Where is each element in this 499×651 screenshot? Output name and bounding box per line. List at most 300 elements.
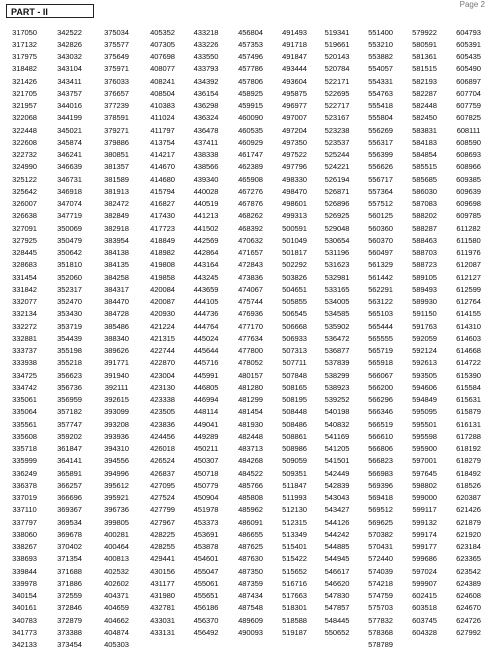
number-cell: 339844 <box>12 566 37 576</box>
number-cell: 453373 <box>193 517 219 527</box>
table-row <box>2 492 491 504</box>
number-cell: 524221 <box>324 162 350 172</box>
number-cell: 519341 <box>324 27 350 37</box>
number-cell: 508165 <box>282 382 307 392</box>
number-cell: 561442 <box>368 272 393 282</box>
number-cell: 419858 <box>150 272 175 282</box>
number-cell: 569512 <box>368 505 393 515</box>
number-cell: 427095 <box>150 480 175 490</box>
number-cell: 445024 <box>193 333 219 343</box>
number-cell: 526925 <box>324 211 350 221</box>
number-cell: 474067 <box>238 284 263 294</box>
number-cell: 445644 <box>193 346 219 356</box>
number-cell: 507848 <box>282 370 307 380</box>
number-cell: 356959 <box>57 395 82 405</box>
number-cell: 369367 <box>57 505 82 515</box>
number-cell: 566806 <box>368 444 393 454</box>
number-cell: 522171 <box>324 76 350 86</box>
number-cell: 574759 <box>368 591 393 601</box>
number-cell: 321426 <box>12 76 37 86</box>
number-cell: 618492 <box>456 468 481 478</box>
number-cell: 531623 <box>324 260 350 270</box>
number-cell: 612764 <box>456 297 481 307</box>
number-cell: 423505 <box>150 407 175 417</box>
number-cell: 382849 <box>104 211 129 221</box>
number-cell: 481930 <box>238 419 263 429</box>
number-cell: 589493 <box>412 284 437 294</box>
number-cell: 574218 <box>368 578 393 588</box>
number-cell: 518301 <box>282 603 307 613</box>
number-cell: 570431 <box>368 542 393 552</box>
table-row <box>2 136 491 148</box>
number-cell: 603518 <box>412 603 437 613</box>
number-cell: 553210 <box>368 39 393 49</box>
number-cell: 605435 <box>456 52 481 62</box>
number-cell: 332134 <box>12 309 37 319</box>
number-cell: 439340 <box>193 174 219 184</box>
number-cell: 352060 <box>57 272 82 282</box>
number-cell: 597645 <box>412 468 437 478</box>
number-cell: 446994 <box>193 395 219 405</box>
number-cell: 556717 <box>368 174 393 184</box>
table-row <box>2 443 491 455</box>
table-row <box>2 283 491 295</box>
number-cell: 607759 <box>456 101 481 111</box>
number-cell: 512130 <box>282 505 307 515</box>
table-row <box>2 369 491 381</box>
table-row <box>2 124 491 136</box>
number-cell: 394310 <box>104 444 129 454</box>
table-row <box>2 357 491 369</box>
number-cell: 392111 <box>104 382 129 392</box>
number-cell: 468392 <box>238 223 263 233</box>
number-cell: 605490 <box>456 64 481 74</box>
number-cell: 599686 <box>412 554 437 564</box>
number-cell: 351810 <box>57 260 82 270</box>
number-cell: 434392 <box>193 76 219 86</box>
part-label: PART - II <box>6 4 94 18</box>
number-cell: 346639 <box>57 162 82 172</box>
number-cell: 588723 <box>412 260 437 270</box>
number-cell: 365891 <box>57 468 82 478</box>
number-cell: 595095 <box>412 407 437 417</box>
number-cell: 589930 <box>412 297 437 307</box>
number-cell: 621879 <box>456 517 481 527</box>
number-cell: 428255 <box>150 542 175 552</box>
number-cell: 346241 <box>57 150 82 160</box>
number-cell: 609639 <box>456 186 481 196</box>
number-cell: 394996 <box>104 468 129 478</box>
number-cell: 355218 <box>57 358 82 368</box>
number-cell: 353430 <box>57 309 82 319</box>
number-cell: 624726 <box>456 615 481 625</box>
number-cell: 519187 <box>282 627 307 637</box>
number-cell: 593505 <box>412 370 437 380</box>
number-cell: 609785 <box>456 211 481 221</box>
number-cell: 324990 <box>12 162 37 172</box>
number-cell: 423130 <box>150 382 175 392</box>
number-cell: 372559 <box>57 591 82 601</box>
number-cell: 333938 <box>12 358 37 368</box>
table-row <box>2 296 491 308</box>
number-cell: 352317 <box>57 284 82 294</box>
number-cell: 535902 <box>324 321 350 331</box>
number-cell: 470632 <box>238 235 263 245</box>
number-cell: 433131 <box>150 627 175 637</box>
number-cell: 445991 <box>193 370 219 380</box>
number-cell: 355198 <box>57 346 82 356</box>
number-cell: 332881 <box>12 333 37 343</box>
number-cell: 448114 <box>193 407 219 417</box>
number-cell: 614603 <box>456 333 481 343</box>
number-cell: 614155 <box>456 309 481 319</box>
number-cell: 481299 <box>238 395 263 405</box>
number-cell: 427967 <box>150 517 175 527</box>
table-row <box>2 614 491 626</box>
number-cell: 455061 <box>193 578 219 588</box>
number-cell: 508986 <box>282 444 307 454</box>
number-cell: 384317 <box>104 284 129 294</box>
number-cell: 384728 <box>104 309 129 319</box>
number-cell: 419808 <box>150 260 175 270</box>
number-cell: 491718 <box>282 39 307 49</box>
table-row <box>2 87 491 99</box>
number-cell: 499313 <box>282 211 307 221</box>
number-cell: 317132 <box>12 39 37 49</box>
number-cell: 443659 <box>193 284 219 294</box>
number-cell: 472843 <box>238 260 263 270</box>
table-row <box>2 639 491 651</box>
number-cell: 350642 <box>57 248 82 258</box>
number-table <box>2 26 491 651</box>
number-cell: 507711 <box>282 358 307 368</box>
number-cell: 481280 <box>238 382 263 392</box>
table-row <box>2 590 491 602</box>
number-cell: 566610 <box>368 431 393 441</box>
number-cell: 548445 <box>324 615 350 625</box>
number-cell <box>184 639 228 651</box>
number-cell: 422870 <box>150 358 175 368</box>
number-cell: 566346 <box>368 407 393 417</box>
number-cell: 437411 <box>193 137 219 147</box>
number-cell: 614310 <box>456 321 481 331</box>
number-cell: 578789 <box>368 640 393 650</box>
number-cell: 487548 <box>238 603 263 613</box>
number-cell: 508861 <box>282 431 307 441</box>
number-cell: 586030 <box>412 186 437 196</box>
number-cell: 337797 <box>12 517 37 527</box>
number-cell: 379886 <box>104 137 129 147</box>
number-cell: 381913 <box>104 186 129 196</box>
number-cell: 416827 <box>150 199 175 209</box>
number-cell: 585515 <box>412 162 437 172</box>
number-cell: 623184 <box>456 542 481 552</box>
number-cell: 334742 <box>12 382 37 392</box>
number-cell: 340783 <box>12 615 37 625</box>
number-cell: 325122 <box>12 174 37 184</box>
number-cell: 321705 <box>12 88 37 98</box>
number-cell: 428225 <box>150 529 175 539</box>
table-row <box>2 149 491 161</box>
number-cell: 540198 <box>324 407 350 417</box>
number-cell: 523537 <box>324 137 350 147</box>
number-cell: 426524 <box>150 456 175 466</box>
number-cell: 334725 <box>12 370 37 380</box>
number-cell: 544126 <box>324 517 350 527</box>
number-cell: 502292 <box>282 260 307 270</box>
number-cell: 337110 <box>12 505 37 515</box>
number-cell: 391771 <box>104 358 129 368</box>
number-cell: 583831 <box>412 125 437 135</box>
number-cell: 556317 <box>368 137 393 147</box>
number-cell: 388340 <box>104 333 129 343</box>
number-cell: 342826 <box>57 39 82 49</box>
number-cell: 449041 <box>193 419 219 429</box>
number-cell: 441502 <box>193 223 219 233</box>
number-cell: 621920 <box>456 529 481 539</box>
number-cell: 457496 <box>238 52 263 62</box>
table-row <box>2 602 491 614</box>
number-cell: 560125 <box>368 211 393 221</box>
number-cell: 538299 <box>324 370 350 380</box>
number-cell: 421315 <box>150 333 175 343</box>
number-cell: 353719 <box>57 321 82 331</box>
table-row <box>2 100 491 112</box>
number-cell: 350069 <box>57 223 82 233</box>
number-cell: 563122 <box>368 297 393 307</box>
number-cell: 606897 <box>456 76 481 86</box>
number-cell: 487434 <box>238 591 263 601</box>
number-cell: 460535 <box>238 125 263 135</box>
number-cell: 393099 <box>104 407 129 417</box>
number-cell: 497204 <box>282 125 307 135</box>
number-cell: 331454 <box>12 272 37 282</box>
number-cell: 337019 <box>12 493 37 503</box>
number-cell: 317050 <box>12 27 37 37</box>
number-cell: 611282 <box>456 223 481 233</box>
number-cell: 418982 <box>150 248 175 258</box>
number-cell: 498601 <box>282 199 307 209</box>
number-cell: 436324 <box>193 113 219 123</box>
number-cell: 371354 <box>57 554 82 564</box>
number-cell: 326638 <box>12 211 37 221</box>
number-cell: 611976 <box>456 248 481 258</box>
number-cell: 526194 <box>324 174 350 184</box>
number-cell: 599177 <box>412 542 437 552</box>
number-cell: 331842 <box>12 284 37 294</box>
number-cell: 623542 <box>456 566 481 576</box>
number-cell: 371688 <box>57 566 82 576</box>
number-cell: 531196 <box>324 248 350 258</box>
number-cell: 391940 <box>104 370 129 380</box>
number-cell: 440519 <box>193 199 219 209</box>
number-cell: 482448 <box>238 431 263 441</box>
number-cell: 335608 <box>12 431 37 441</box>
number-cell: 457786 <box>238 64 263 74</box>
number-cell: 408504 <box>150 88 175 98</box>
number-cell: 525244 <box>324 150 350 160</box>
number-cell: 517663 <box>282 591 307 601</box>
number-cell: 487359 <box>238 578 263 588</box>
number-cell: 554763 <box>368 88 393 98</box>
number-cell: 542839 <box>324 480 350 490</box>
number-cell: 340154 <box>12 591 37 601</box>
number-cell: 340161 <box>12 603 37 613</box>
number-cell: 506545 <box>282 309 307 319</box>
number-cell: 581515 <box>412 64 437 74</box>
number-cell: 356623 <box>57 370 82 380</box>
number-cell: 465908 <box>238 174 263 184</box>
number-cell: 328683 <box>12 260 37 270</box>
table-row <box>2 345 491 357</box>
table-row <box>2 247 491 259</box>
number-cell: 392615 <box>104 395 129 405</box>
number-cell: 557364 <box>368 186 393 196</box>
number-cell: 462389 <box>238 162 263 172</box>
number-cell: 506933 <box>282 333 307 343</box>
number-cell: 501049 <box>282 235 307 245</box>
number-cell: 491493 <box>282 27 307 37</box>
number-cell: 369678 <box>57 529 82 539</box>
number-cell: 508486 <box>282 419 307 429</box>
number-cell: 522717 <box>324 101 350 111</box>
number-cell: 426837 <box>150 468 175 478</box>
number-cell: 345021 <box>57 125 82 135</box>
number-cell: 562291 <box>368 284 393 294</box>
number-cell: 515401 <box>282 542 307 552</box>
number-cell: 414680 <box>150 174 175 184</box>
number-cell: 352470 <box>57 297 82 307</box>
number-cell: 342133 <box>12 640 37 650</box>
number-cell: 615631 <box>456 395 481 405</box>
number-cell: 484268 <box>238 456 263 466</box>
number-cell: 544242 <box>324 529 350 539</box>
number-cell: 537839 <box>324 358 350 368</box>
number-cell: 414670 <box>150 162 175 172</box>
number-cell: 477170 <box>238 321 263 331</box>
number-cell: 384470 <box>104 297 129 307</box>
number-cell: 486655 <box>238 529 263 539</box>
number-cell: 533165 <box>324 284 350 294</box>
number-cell: 400281 <box>104 529 129 539</box>
number-cell: 413754 <box>150 137 175 147</box>
number-cell: 599907 <box>412 578 437 588</box>
number-cell: 467276 <box>238 186 263 196</box>
number-cell: 597001 <box>412 456 437 466</box>
number-cell: 346918 <box>57 186 82 196</box>
number-cell: 481454 <box>238 407 263 417</box>
number-cell: 402602 <box>104 578 129 588</box>
number-cell: 321957 <box>12 101 37 111</box>
number-cell: 588463 <box>412 235 437 245</box>
number-cell: 394556 <box>104 456 129 466</box>
number-cell: 577832 <box>368 615 393 625</box>
number-cell: 366696 <box>57 493 82 503</box>
number-cell: 322732 <box>12 150 37 160</box>
number-cell: 599174 <box>412 529 437 539</box>
number-cell: 411024 <box>150 113 175 123</box>
number-cell: 422744 <box>150 346 175 356</box>
number-cell: 436298 <box>193 101 219 111</box>
number-cell: 504651 <box>282 284 307 294</box>
number-cell: 423836 <box>150 419 175 429</box>
number-cell: 554057 <box>368 64 393 74</box>
number-cell: 615584 <box>456 382 481 392</box>
number-cell: 624389 <box>456 578 481 588</box>
number-cell: 427524 <box>150 493 175 503</box>
number-cell: 433218 <box>193 27 219 37</box>
table-row <box>2 467 491 479</box>
number-cell: 350479 <box>57 235 82 245</box>
number-cell: 322608 <box>12 137 37 147</box>
number-cell: 580591 <box>412 39 437 49</box>
table-row <box>2 553 491 565</box>
number-cell: 450211 <box>193 444 219 454</box>
number-cell: 381357 <box>104 162 129 172</box>
number-cell: 534585 <box>324 309 350 319</box>
page-number: Page 2 <box>459 0 485 9</box>
number-cell: 509059 <box>282 456 307 466</box>
number-cell: 581361 <box>412 52 437 62</box>
number-cell: 475744 <box>238 297 263 307</box>
number-cell: 522695 <box>324 88 350 98</box>
number-cell: 566200 <box>368 382 393 392</box>
number-cell: 518588 <box>282 615 307 625</box>
number-cell: 575703 <box>368 603 393 613</box>
number-cell: 366257 <box>57 480 82 490</box>
number-cell: 498470 <box>282 186 307 196</box>
number-cell: 511993 <box>282 493 307 503</box>
number-cell: 602415 <box>412 591 437 601</box>
number-cell: 498330 <box>282 174 307 184</box>
number-cell: 384138 <box>104 248 129 258</box>
number-cell: 456492 <box>193 627 219 637</box>
table-row <box>2 63 491 75</box>
number-cell: 604793 <box>456 27 481 37</box>
number-cell: 385486 <box>104 321 129 331</box>
number-cell: 393208 <box>104 419 129 429</box>
number-cell: 404659 <box>104 603 129 613</box>
number-cell: 615390 <box>456 370 481 380</box>
number-cell: 505855 <box>282 297 307 307</box>
number-cell: 339978 <box>12 578 37 588</box>
number-cell: 608966 <box>456 162 481 172</box>
number-cell: 449289 <box>193 431 219 441</box>
number-cell: 497350 <box>282 137 307 147</box>
number-cell: 393936 <box>104 431 129 441</box>
number-cell: 585685 <box>412 174 437 184</box>
number-cell: 405352 <box>150 27 175 37</box>
number-cell: 326007 <box>12 199 37 209</box>
number-cell: 582287 <box>412 88 437 98</box>
number-cell: 346731 <box>57 174 82 184</box>
number-cell: 516716 <box>282 578 307 588</box>
number-cell: 588202 <box>412 211 437 221</box>
number-cell: 614668 <box>456 346 481 356</box>
number-cell: 443164 <box>193 260 219 270</box>
number-cell: 485962 <box>238 505 263 515</box>
number-cell: 357182 <box>57 407 82 417</box>
number-cell: 566983 <box>368 468 393 478</box>
number-cell: 453878 <box>193 542 219 552</box>
table-row <box>2 504 491 516</box>
table-row <box>2 26 491 38</box>
number-cell: 566823 <box>368 456 393 466</box>
table-row <box>2 455 491 467</box>
number-cell: 572440 <box>368 554 393 564</box>
number-cell: 594606 <box>412 382 437 392</box>
number-cell: 354439 <box>57 333 82 343</box>
